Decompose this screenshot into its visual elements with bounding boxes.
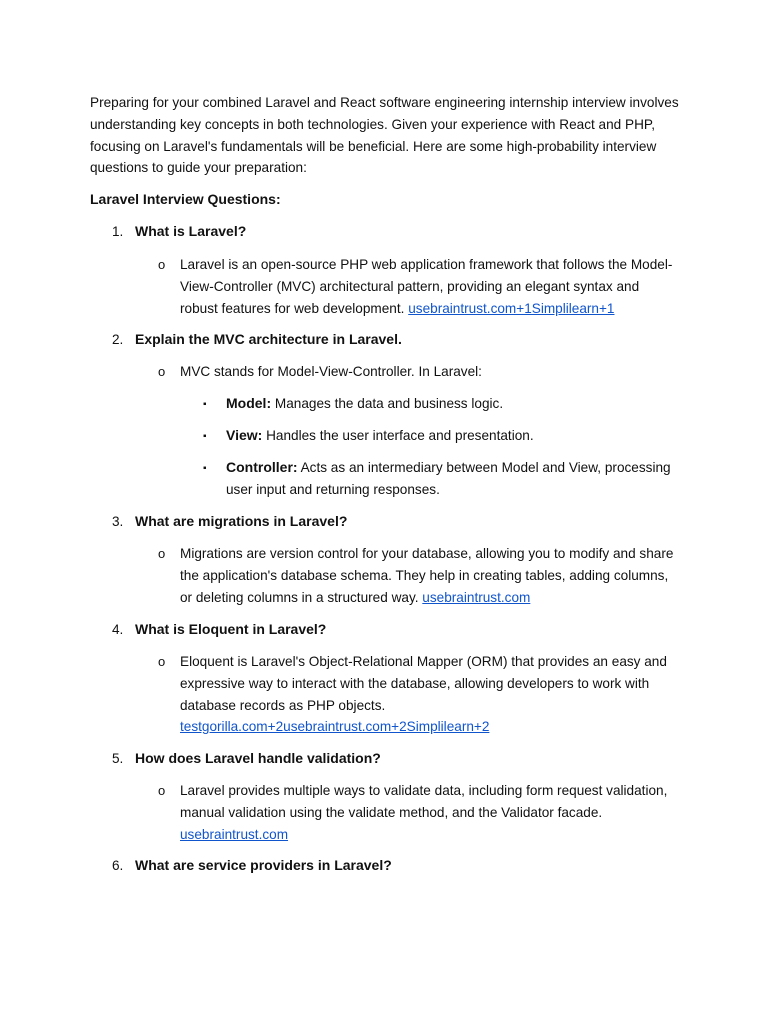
source-link[interactable]: usebraintrust.com+1Simplilearn+1 — [408, 300, 615, 316]
question-3-answer — [180, 543, 680, 608]
question-4-title: What is Eloquent in Laravel? — [135, 621, 327, 637]
answer-text: Laravel provides multiple ways to validate data, including form request validation, manual validation using the validate method, and the Validator facade. — [180, 783, 668, 820]
component-term: Model: — [226, 395, 272, 411]
question-1-answer — [180, 254, 680, 319]
answer-text: MVC stands for Model-View-Controller. In Laravel: — [180, 364, 482, 379]
circle-bullet-icon: o — [158, 654, 166, 669]
question-3-title: What are migrations in Laravel? — [135, 513, 348, 529]
question-5-number: 5. — [112, 751, 124, 766]
component-desc: Manages the data and business logic. — [274, 396, 504, 411]
question-3-number: 3. — [112, 514, 124, 529]
square-bullet-icon: ▪ — [203, 431, 207, 442]
question-2-answer — [180, 361, 680, 383]
circle-bullet-icon: o — [158, 546, 166, 561]
square-bullet-icon: ▪ — [203, 463, 207, 474]
question-6-number: 6. — [112, 858, 124, 873]
question-1-number: 1. — [112, 224, 124, 239]
question-1-title: What is Laravel? — [135, 223, 247, 239]
question-6-title: What are service providers in Laravel? — [135, 857, 392, 873]
component-term: View: — [226, 427, 263, 443]
component-desc: Acts as an intermediary between Model and View, processing user input and returning responses. — [226, 460, 671, 497]
mvc-component-view — [226, 425, 686, 447]
source-link[interactable]: usebraintrust.com — [422, 589, 531, 605]
question-4-number: 4. — [112, 622, 124, 637]
question-2-title: Explain the MVC architecture in Laravel. — [135, 331, 402, 347]
question-4-answer — [180, 651, 680, 738]
circle-bullet-icon: o — [158, 783, 166, 798]
source-link[interactable]: usebraintrust.com — [180, 826, 289, 842]
mvc-component-controller — [226, 457, 686, 501]
answer-text: Laravel is an open-source PHP web application framework that follows the Model-View-Controller (MVC) architectural pattern, providing an elegant syntax and robust features for web development. — [180, 257, 673, 316]
answer-text: Migrations are version control for your database, allowing you to modify and share the application's database schema. They help in creating tables, adding columns, or deleting columns in a structured way. — [180, 546, 674, 605]
source-link[interactable]: testgorilla.com+2usebraintrust.com+2Simplilearn+2 — [180, 719, 490, 735]
question-5-answer — [180, 780, 680, 845]
mvc-component-model — [226, 393, 686, 415]
answer-text: Eloquent is Laravel's Object-Relational Mapper (ORM) that provides an easy and expressive way to interact with the database, allowing developers to work with database records as PHP objects. — [180, 654, 667, 713]
component-term: Controller: — [226, 459, 298, 475]
intro-paragraph: Preparing for your combined Laravel and React software engineering internship interview involves understanding key concepts in both technologies. Given your experience with React and PHP, focusing on Laravel's fundamentals will be beneficial. Here are some high-probability interview questions to guide your preparation: — [90, 95, 679, 176]
question-2-number: 2. — [112, 332, 124, 347]
question-5-title: How does Laravel handle validation? — [135, 750, 381, 766]
component-desc: Handles the user interface and presentation. — [266, 428, 534, 443]
circle-bullet-icon: o — [158, 364, 166, 379]
section-heading: Laravel Interview Questions: — [90, 191, 281, 207]
circle-bullet-icon: o — [158, 257, 166, 272]
square-bullet-icon: ▪ — [203, 399, 207, 410]
